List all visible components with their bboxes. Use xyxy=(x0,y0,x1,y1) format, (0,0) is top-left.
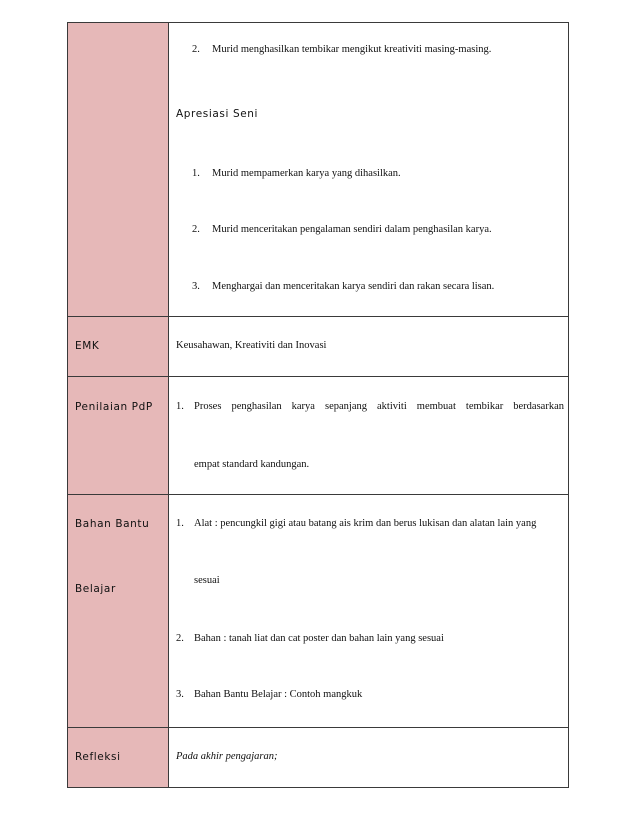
row-label-bahan-bantu: Bahan Bantu xyxy=(75,518,150,530)
list-number: 1. xyxy=(176,401,184,412)
row-label-cell-emk xyxy=(68,317,169,377)
row-label-emk: EMK xyxy=(75,340,100,352)
lesson-plan-table xyxy=(67,22,569,788)
bahan-item-2: Bahan : tanah liat dan cat poster dan bahan lain yang sesuai xyxy=(194,633,444,644)
penilaian-line-2: empat standard kandungan. xyxy=(194,459,310,470)
row-label-cell-refleksi xyxy=(68,728,169,788)
list-number: 1. xyxy=(176,518,184,529)
activity-content-cell xyxy=(169,23,569,317)
list-item: 2. Murid menceritakan pengalaman sendiri dalam penghasilan karya. xyxy=(192,224,492,235)
emk-content-cell xyxy=(169,317,569,377)
row-label-cell-empty xyxy=(68,23,169,317)
table-row xyxy=(68,23,569,317)
penilaian-line-1: Proses penghasilan karya sepanjang aktiviti membuat tembikar berdasarkan xyxy=(194,401,564,412)
bahan-item-1-line-1: Alat : pencungkil gigi atau batang ais krim dan berus lukisan dan alatan lain yang xyxy=(194,518,537,529)
table-row xyxy=(68,377,569,495)
table-row xyxy=(68,317,569,377)
row-label-belajar: Belajar xyxy=(75,583,116,595)
refleksi-text: Pada akhir pengajaran; xyxy=(176,751,278,762)
list-item: 3. Menghargai dan menceritakan karya sendiri dan rakan secara lisan. xyxy=(192,281,495,292)
table-row xyxy=(68,495,569,728)
penilaian-content-cell xyxy=(169,377,569,495)
section-heading-apresiasi-seni: Apresiasi Seni xyxy=(176,108,259,120)
refleksi-content-cell xyxy=(169,728,569,788)
list-number: 2. xyxy=(176,633,184,644)
row-label-refleksi: Refleksi xyxy=(75,751,121,763)
row-label-penilaian-pdp: Penilaian PdP xyxy=(75,401,153,413)
list-item: 2. Murid menghasilkan tembikar mengikut kreativiti masing-masing. xyxy=(192,44,492,55)
bahan-item-3: Bahan Bantu Belajar : Contoh mangkuk xyxy=(194,689,363,700)
row-label-cell-bahan xyxy=(68,495,169,728)
table-row xyxy=(68,728,569,788)
row-label-cell-penilaian xyxy=(68,377,169,495)
list-item: 1. Murid mempamerkan karya yang dihasilkan. xyxy=(192,168,401,179)
bahan-content-cell xyxy=(169,495,569,728)
emk-text: Keusahawan, Kreativiti dan Inovasi xyxy=(176,340,327,351)
list-number: 3. xyxy=(176,689,184,700)
bahan-item-1-line-2: sesuai xyxy=(194,575,220,586)
